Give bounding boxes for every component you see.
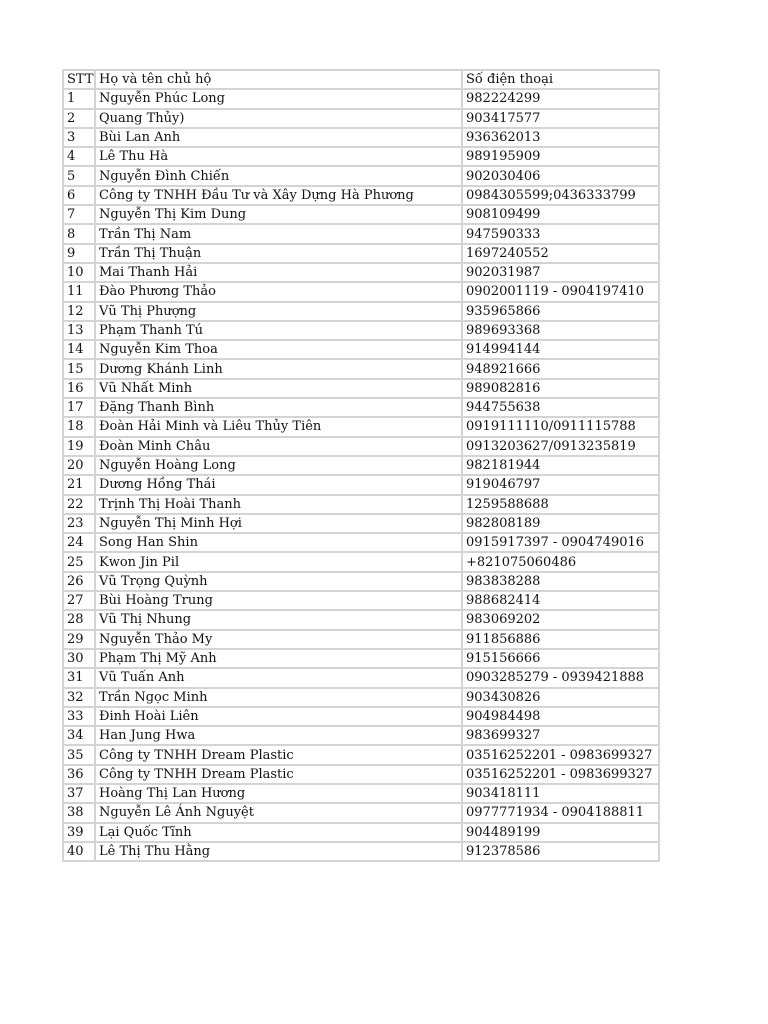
cell-name: Lê Thu Hà bbox=[95, 147, 462, 166]
header-stt: STT bbox=[63, 70, 95, 89]
table-row bbox=[63, 398, 659, 417]
cell-phone: 904489199 bbox=[462, 823, 659, 842]
table-row bbox=[63, 745, 659, 764]
cell-phone: 989082816 bbox=[462, 379, 659, 398]
table-row bbox=[63, 166, 659, 185]
cell-name: Song Han Shin bbox=[95, 533, 462, 552]
cell-phone: 03516252201 - 0983699327 bbox=[462, 765, 659, 784]
header-name: Họ và tên chủ hộ bbox=[95, 70, 462, 89]
cell-stt: 5 bbox=[63, 166, 95, 185]
household-phone-table bbox=[62, 69, 660, 862]
cell-stt: 24 bbox=[63, 533, 95, 552]
cell-name: Nguyễn Thị Kim Dung bbox=[95, 205, 462, 224]
cell-stt: 36 bbox=[63, 765, 95, 784]
cell-name: Lại Quốc Tĩnh bbox=[95, 823, 462, 842]
cell-stt: 17 bbox=[63, 398, 95, 417]
cell-stt: 26 bbox=[63, 572, 95, 591]
cell-name: Phạm Thị Mỹ Anh bbox=[95, 649, 462, 668]
cell-stt: 10 bbox=[63, 263, 95, 282]
table-row bbox=[63, 610, 659, 629]
header-row bbox=[63, 70, 659, 89]
cell-phone: 989693368 bbox=[462, 321, 659, 340]
cell-stt: 40 bbox=[63, 842, 95, 861]
cell-name: Nguyễn Phúc Long bbox=[95, 89, 462, 108]
cell-name: Vũ Nhất Minh bbox=[95, 379, 462, 398]
table-row bbox=[63, 109, 659, 128]
cell-name: Nguyễn Đình Chiến bbox=[95, 166, 462, 185]
cell-name: Mai Thanh Hải bbox=[95, 263, 462, 282]
cell-phone: 1697240552 bbox=[462, 244, 659, 263]
table-row bbox=[63, 514, 659, 533]
cell-name: Vũ Thị Nhung bbox=[95, 610, 462, 629]
cell-name: Đoàn Hải Minh và Liêu Thủy Tiên bbox=[95, 417, 462, 436]
cell-phone: 988682414 bbox=[462, 591, 659, 610]
cell-stt: 4 bbox=[63, 147, 95, 166]
cell-stt: 6 bbox=[63, 186, 95, 205]
table-row bbox=[63, 417, 659, 436]
table-row bbox=[63, 842, 659, 861]
cell-name: Công ty TNHH Đầu Tư và Xây Dựng Hà Phương bbox=[95, 186, 462, 205]
cell-phone: 982224299 bbox=[462, 89, 659, 108]
table-row bbox=[63, 552, 659, 571]
cell-name: Vũ Thị Phượng bbox=[95, 302, 462, 321]
cell-stt: 11 bbox=[63, 282, 95, 301]
table-row bbox=[63, 823, 659, 842]
cell-phone: 0984305599;0436333799 bbox=[462, 186, 659, 205]
cell-name: Phạm Thanh Tú bbox=[95, 321, 462, 340]
cell-name: Han Jung Hwa bbox=[95, 726, 462, 745]
cell-stt: 7 bbox=[63, 205, 95, 224]
cell-phone: 903417577 bbox=[462, 109, 659, 128]
cell-phone: 936362013 bbox=[462, 128, 659, 147]
cell-stt: 14 bbox=[63, 340, 95, 359]
table-row bbox=[63, 205, 659, 224]
cell-phone: 1259588688 bbox=[462, 495, 659, 514]
cell-name: Nguyễn Hoàng Long bbox=[95, 456, 462, 475]
cell-phone: 03516252201 - 0983699327 bbox=[462, 745, 659, 764]
cell-phone: 903430826 bbox=[462, 688, 659, 707]
table-row bbox=[63, 244, 659, 263]
cell-stt: 19 bbox=[63, 437, 95, 456]
cell-stt: 2 bbox=[63, 109, 95, 128]
cell-stt: 30 bbox=[63, 649, 95, 668]
cell-phone: 947590333 bbox=[462, 224, 659, 243]
cell-stt: 25 bbox=[63, 552, 95, 571]
cell-phone: 983838288 bbox=[462, 572, 659, 591]
table-row bbox=[63, 668, 659, 687]
cell-stt: 20 bbox=[63, 456, 95, 475]
cell-name: Kwon Jin Pil bbox=[95, 552, 462, 571]
cell-phone: 902030406 bbox=[462, 166, 659, 185]
cell-phone: 935965866 bbox=[462, 302, 659, 321]
cell-stt: 37 bbox=[63, 784, 95, 803]
cell-phone: 908109499 bbox=[462, 205, 659, 224]
cell-phone: 902031987 bbox=[462, 263, 659, 282]
cell-phone: 0903285279 - 0939421888 bbox=[462, 668, 659, 687]
table-row bbox=[63, 475, 659, 494]
cell-stt: 35 bbox=[63, 745, 95, 764]
table-row bbox=[63, 726, 659, 745]
cell-stt: 18 bbox=[63, 417, 95, 436]
table-row bbox=[63, 784, 659, 803]
cell-stt: 13 bbox=[63, 321, 95, 340]
cell-stt: 39 bbox=[63, 823, 95, 842]
cell-phone: 911856886 bbox=[462, 630, 659, 649]
cell-stt: 16 bbox=[63, 379, 95, 398]
cell-phone: 0919111110/0911115788 bbox=[462, 417, 659, 436]
cell-stt: 38 bbox=[63, 803, 95, 822]
table-row bbox=[63, 359, 659, 378]
cell-phone: 904984498 bbox=[462, 707, 659, 726]
cell-name: Nguyễn Kim Thoa bbox=[95, 340, 462, 359]
cell-name: Công ty TNHH Dream Plastic bbox=[95, 765, 462, 784]
cell-stt: 33 bbox=[63, 707, 95, 726]
cell-stt: 28 bbox=[63, 610, 95, 629]
cell-name: Đào Phương Thảo bbox=[95, 282, 462, 301]
table-row bbox=[63, 147, 659, 166]
cell-phone: 912378586 bbox=[462, 842, 659, 861]
cell-phone: 983699327 bbox=[462, 726, 659, 745]
table-row bbox=[63, 224, 659, 243]
cell-phone: 989195909 bbox=[462, 147, 659, 166]
table-row bbox=[63, 533, 659, 552]
cell-phone: 983069202 bbox=[462, 610, 659, 629]
cell-name: Đoàn Minh Châu bbox=[95, 437, 462, 456]
cell-stt: 15 bbox=[63, 359, 95, 378]
table-row bbox=[63, 282, 659, 301]
cell-stt: 8 bbox=[63, 224, 95, 243]
cell-name: Nguyễn Thị Minh Hợi bbox=[95, 514, 462, 533]
table-body bbox=[63, 89, 659, 861]
cell-stt: 27 bbox=[63, 591, 95, 610]
table-row bbox=[63, 707, 659, 726]
cell-stt: 31 bbox=[63, 668, 95, 687]
table-row bbox=[63, 340, 659, 359]
cell-phone: 914994144 bbox=[462, 340, 659, 359]
cell-stt: 21 bbox=[63, 475, 95, 494]
table-row bbox=[63, 591, 659, 610]
cell-stt: 34 bbox=[63, 726, 95, 745]
cell-phone: 944755638 bbox=[462, 398, 659, 417]
table-row bbox=[63, 649, 659, 668]
cell-stt: 23 bbox=[63, 514, 95, 533]
table-row bbox=[63, 803, 659, 822]
cell-stt: 22 bbox=[63, 495, 95, 514]
table-row bbox=[63, 186, 659, 205]
cell-stt: 32 bbox=[63, 688, 95, 707]
cell-name: Trần Thị Nam bbox=[95, 224, 462, 243]
table-row bbox=[63, 321, 659, 340]
cell-name: Trần Thị Thuận bbox=[95, 244, 462, 263]
cell-name: Đinh Hoài Liên bbox=[95, 707, 462, 726]
cell-phone: 915156666 bbox=[462, 649, 659, 668]
cell-phone: 919046797 bbox=[462, 475, 659, 494]
cell-name: Công ty TNHH Dream Plastic bbox=[95, 745, 462, 764]
cell-phone: +821075060486 bbox=[462, 552, 659, 571]
table-row bbox=[63, 302, 659, 321]
table-row bbox=[63, 263, 659, 282]
cell-phone: 0977771934 - 0904188811 bbox=[462, 803, 659, 822]
cell-name: Vũ Trọng Quỳnh bbox=[95, 572, 462, 591]
table-row bbox=[63, 456, 659, 475]
cell-phone: 982808189 bbox=[462, 514, 659, 533]
cell-name: Trần Ngọc Minh bbox=[95, 688, 462, 707]
cell-name: Nguyễn Thảo My bbox=[95, 630, 462, 649]
cell-stt: 1 bbox=[63, 89, 95, 108]
table-row bbox=[63, 688, 659, 707]
cell-name: Hoàng Thị Lan Hương bbox=[95, 784, 462, 803]
table-row bbox=[63, 437, 659, 456]
table-row bbox=[63, 128, 659, 147]
cell-name: Đặng Thanh Bình bbox=[95, 398, 462, 417]
table-header bbox=[63, 70, 659, 89]
table-row bbox=[63, 630, 659, 649]
cell-name: Nguyễn Lê Ánh Nguyệt bbox=[95, 803, 462, 822]
table-row bbox=[63, 495, 659, 514]
cell-phone: 982181944 bbox=[462, 456, 659, 475]
cell-phone: 948921666 bbox=[462, 359, 659, 378]
cell-phone: 0915917397 - 0904749016 bbox=[462, 533, 659, 552]
cell-name: Vũ Tuấn Anh bbox=[95, 668, 462, 687]
cell-name: Bùi Lan Anh bbox=[95, 128, 462, 147]
table-row bbox=[63, 89, 659, 108]
cell-name: Dương Khánh Linh bbox=[95, 359, 462, 378]
table-row bbox=[63, 765, 659, 784]
cell-phone: 0913203627/0913235819 bbox=[462, 437, 659, 456]
cell-name: Quang Thủy) bbox=[95, 109, 462, 128]
cell-stt: 12 bbox=[63, 302, 95, 321]
table-row bbox=[63, 379, 659, 398]
cell-name: Bùi Hoàng Trung bbox=[95, 591, 462, 610]
cell-phone: 903418111 bbox=[462, 784, 659, 803]
cell-stt: 29 bbox=[63, 630, 95, 649]
table-row bbox=[63, 572, 659, 591]
cell-name: Lê Thị Thu Hằng bbox=[95, 842, 462, 861]
header-phone: Số điện thoại bbox=[462, 70, 659, 89]
cell-name: Dương Hồng Thái bbox=[95, 475, 462, 494]
cell-name: Trịnh Thị Hoài Thanh bbox=[95, 495, 462, 514]
cell-stt: 9 bbox=[63, 244, 95, 263]
cell-phone: 0902001119 - 0904197410 bbox=[462, 282, 659, 301]
cell-stt: 3 bbox=[63, 128, 95, 147]
